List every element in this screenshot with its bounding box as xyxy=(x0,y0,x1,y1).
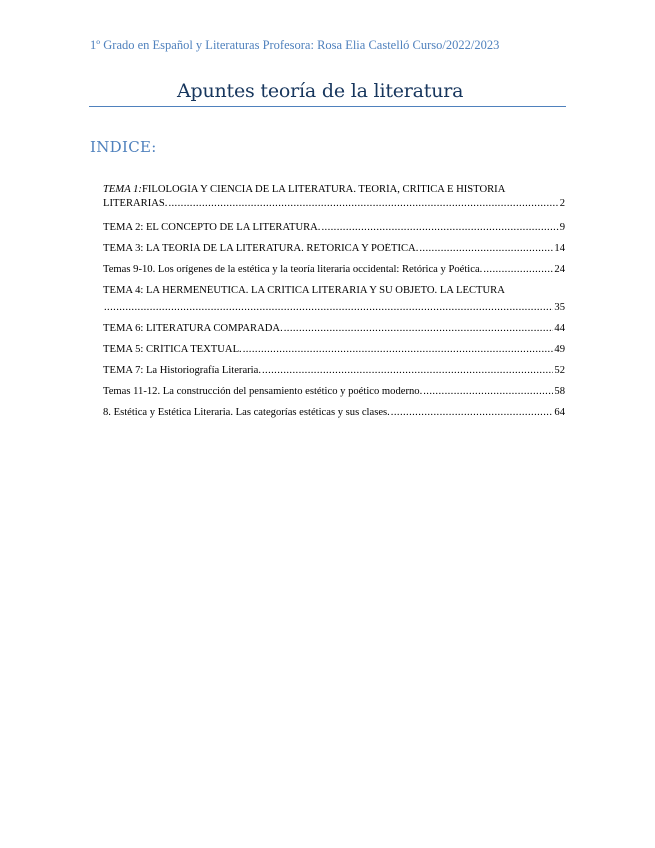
dot-leader xyxy=(423,386,553,397)
toc-entry-title-cont: LITERARIAS. xyxy=(103,198,168,209)
dot-leader xyxy=(321,222,558,233)
toc-page-number: 49 xyxy=(554,344,565,355)
toc-entry-title: TEMA 5: CRÍTICA TEXTUAL. xyxy=(103,344,242,355)
toc-entry-estetica[interactable] xyxy=(103,407,565,421)
dot-leader xyxy=(391,407,554,418)
toc-page-number: 9 xyxy=(559,222,565,233)
toc-entry-temas-9-10[interactable] xyxy=(103,264,565,278)
toc-page-number: 52 xyxy=(554,365,565,376)
toc-entry-title: TEMA 6: LITERATURA COMPARADA. xyxy=(103,323,283,334)
toc-page-number: 14 xyxy=(554,243,565,254)
dot-leader xyxy=(168,198,558,209)
dot-leader xyxy=(104,302,553,313)
toc-entry-temas-11-12[interactable] xyxy=(103,386,565,400)
toc-entry-title: TEMA 3: LA TEORÍA DE LA LITERATURA. RETÓRICA Y POÉTICA. xyxy=(103,243,419,254)
toc-entry-title: TEMA 4: LA HERMENÉUTICA. LA CRÍTICA LITERARIA Y SU OBJETO. LA LECTURA xyxy=(103,285,505,296)
toc-entry-title: TEMA 2: EL CONCEPTO DE LA LITERATURA. xyxy=(103,222,321,233)
toc-page-number: 58 xyxy=(554,386,565,397)
toc-page-number: 64 xyxy=(554,407,565,418)
toc-entry-tema-7[interactable] xyxy=(103,365,565,379)
toc-page-number: 44 xyxy=(554,323,565,334)
toc-entry-tema-4[interactable] xyxy=(103,285,565,316)
toc-entry-tema-2[interactable] xyxy=(103,222,565,236)
toc-entry-title: FILOLOGÍA Y CIENCIA DE LA LITERATURA. TEORÍA, CRÍTICA E HISTORIA xyxy=(141,184,506,195)
toc-entry-tema-6[interactable] xyxy=(103,323,565,337)
toc-page-number: 2 xyxy=(559,198,565,209)
toc-entry-title: TEMA 7: La Historiografía Literaria. xyxy=(103,365,261,376)
toc-entry-title: 8. Estética y Estética Literaria. Las categorías estéticas y sus clases. xyxy=(103,407,390,418)
dot-leader xyxy=(262,365,553,376)
toc-entry-lead: TEMA 1: xyxy=(103,184,142,195)
dot-leader xyxy=(483,264,553,275)
title-block xyxy=(89,78,566,107)
dot-leader xyxy=(284,323,554,334)
toc-heading: INDICE: xyxy=(90,138,157,156)
dot-leader xyxy=(243,344,554,355)
dot-leader xyxy=(419,243,553,254)
toc-page-number: 24 xyxy=(554,264,565,275)
document-title: Apuntes teoría de la literatura xyxy=(177,80,464,102)
toc-page-number: 35 xyxy=(554,302,565,313)
toc-entry-tema-1[interactable] xyxy=(103,184,565,212)
page-header: 1º Grado en Español y Literaturas Profesora: Rosa Elia Castelló Curso/2022/2023 xyxy=(90,38,500,52)
toc-entry-title: Temas 11-12. La construcción del pensamiento estético y poético moderno. xyxy=(103,386,423,397)
toc-entry-title: Temas 9-10. Los orígenes de la estética y la teoría literaria occidental: Retórica y Poética. xyxy=(103,264,483,275)
toc-entry-tema-5[interactable] xyxy=(103,344,565,358)
toc-entry-tema-3[interactable] xyxy=(103,243,565,257)
